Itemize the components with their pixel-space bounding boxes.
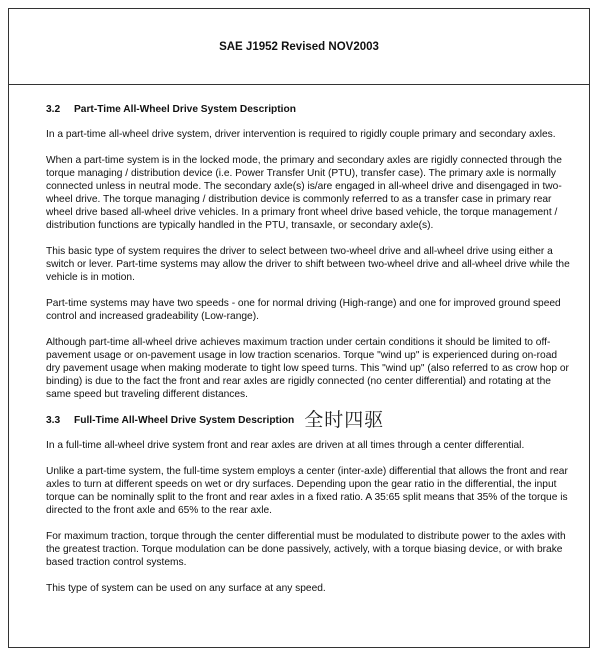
document-body bbox=[9, 85, 589, 595]
section-title: Part-Time All-Wheel Drive System Description bbox=[74, 104, 296, 115]
document-title: SAE J1952 Revised NOV2003 bbox=[219, 40, 379, 53]
paragraph: This basic type of system requires the driver to select between two-wheel drive and all-wheel drive using either a switch or lever. Part-time systems may allow the driver to shift between two-wheel drive and all-wheel drive while the vehicle is in motion. bbox=[46, 246, 570, 283]
paragraph: When a part-time system is in the locked mode, the primary and secondary axles are rigidly connected through the torque managing / distribution device (i.e. Power Transfer Unit (PTU), transfer case). The primary axle is normally connected unless in neutral mode. The secondary axle(s) is/are engaged in all-wheel drive and disengaged in two-wheel drive. The torque managing / distribution device is commonly referred to as a transfer case in primary rear wheel drive based all-wheel drive vehicles. In a primary front wheel drive based vehicle, the torque management / distribution functions are typically handled in the PTU, transaxle, or secondary axle(s). bbox=[46, 155, 562, 231]
paragraph: Unlike a part-time system, the full-time system employs a center (inter-axle) differential that allows the front and rear axles to turn at different speeds on wet or dry surfaces. Depending upon the gear ratio in the differential, the input torque can be nominally split to the front and rear axles in a fixed ratio. A 35:65 split means that 35% of the torque is directed to the front axle and 65% to the rear axle. bbox=[46, 466, 568, 516]
paragraph: Part-time systems may have two speeds - one for normal driving (High-range) and one for improved ground speed control and increased gradeability (Low-range). bbox=[46, 298, 561, 322]
paragraph: Although part-time all-wheel drive achieves maximum traction under certain conditions it should be limited to off-pavement usage or on-pavement usage in low traction scenarios. Torque "wind up" is experienced during on-road dry pavement usage when making moderate to tight low speed turns. This "wind up" (also referred to as crow hop or binding) is due to the fact the front and rear axles are rigidly connected (no center differential) and rotating at the same speed but traveling different distances. bbox=[46, 337, 569, 400]
paragraph: In a full-time all-wheel drive system front and rear axles are driven at all times through a center differential. bbox=[46, 440, 525, 451]
section-title: Full-Time All-Wheel Drive System Description bbox=[74, 415, 295, 426]
section-number: 3.3 bbox=[46, 415, 61, 426]
page-header bbox=[9, 9, 589, 85]
paragraph: In a part-time all-wheel drive system, driver intervention is required to rigidly couple primary and secondary axles. bbox=[46, 129, 556, 140]
handwritten-annotation: 全时四驱 bbox=[304, 409, 385, 431]
paragraph: This type of system can be used on any surface at any speed. bbox=[46, 583, 326, 594]
document-page bbox=[8, 8, 590, 648]
section-number: 3.2 bbox=[46, 104, 61, 115]
section-heading-3-3 bbox=[46, 409, 571, 431]
paragraph: For maximum traction, torque through the center differential must be modulated to distribute power to the axles with the greatest traction. Torque modulation can be done passively, actively, with a torque biasing device, or with brake based traction control systems. bbox=[46, 531, 566, 568]
section-heading-3-2 bbox=[46, 103, 571, 116]
